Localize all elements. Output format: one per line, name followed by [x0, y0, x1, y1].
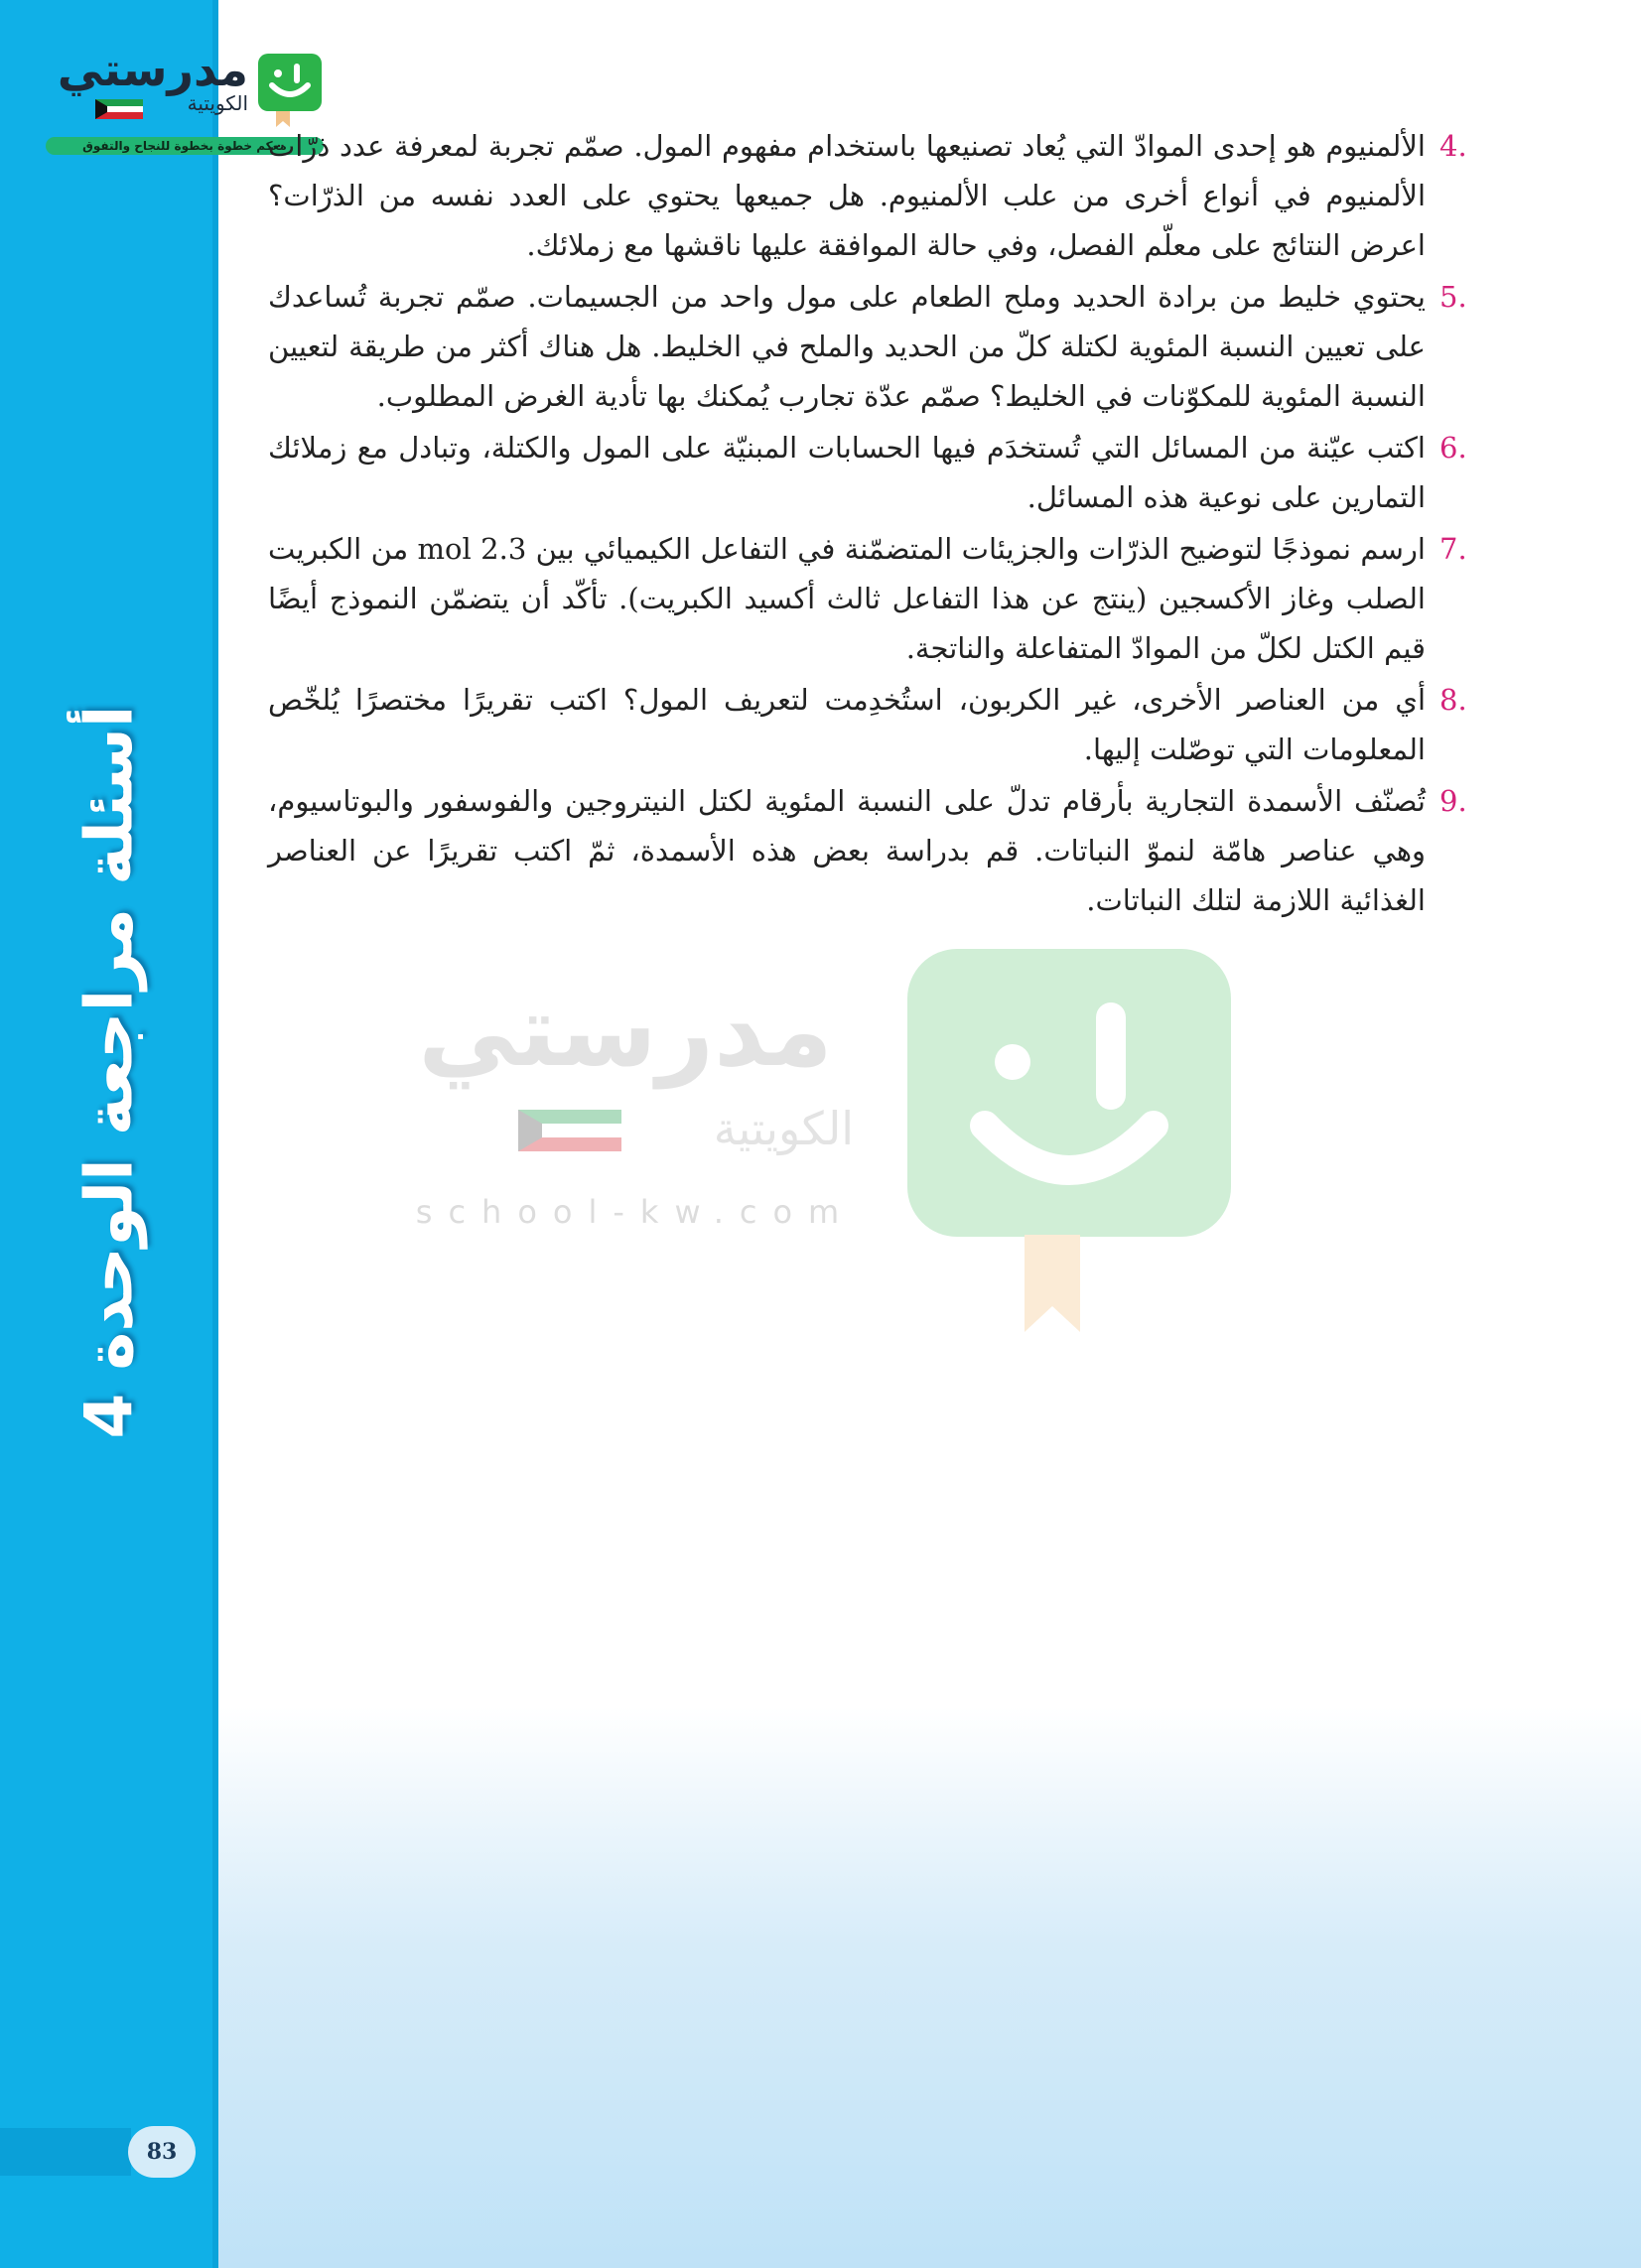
logo-badge-icon — [256, 52, 324, 129]
sidebar-edge — [212, 0, 218, 2268]
question-number: 7. — [1439, 532, 1467, 566]
watermark — [397, 933, 1251, 1330]
question-item — [268, 675, 1471, 774]
unit-review-title: أسئلة مراجعة الوحدة 4 — [70, 705, 148, 1439]
question-item — [268, 272, 1471, 421]
watermark-subtitle: الكويتية — [713, 1102, 854, 1155]
logo-tagline: معكم خطوة بخطوة للنجاح والتفوق — [46, 137, 324, 155]
page-number: 83 — [128, 2126, 196, 2178]
page-tab — [0, 2128, 131, 2176]
question-item — [268, 524, 1471, 673]
logo-subtitle: الكويتية — [187, 91, 248, 115]
logo-name: مدرستي — [57, 43, 248, 96]
watermark-badge-icon — [905, 947, 1233, 1334]
question-number: 9. — [1439, 784, 1467, 818]
question-text: الألمنيوم هو إحدى الموادّ التي يُعاد تصنيعها باستخدام مفهوم المول. صمّم تجربة لمعرفة عدد ذرّات الألمنيوم في أنواع أخرى من علب الألمنيوم. هل جميعها يحتوي على العدد نفسه من الذرّات؟ اعرض النتائج على معلّم الفصل، وفي حالة الموافقة عليها ناقشها مع زملائك. — [268, 129, 1426, 262]
question-item — [268, 121, 1471, 270]
question-text: ارسم نموذجًا لتوضيح الذرّات والجزيئات المتضمّنة في التفاعل الكيميائي بين 2.3 mol من الكبريت الصلب وغاز الأكسجين (ينتج عن هذا التفاعل ثالث أكسيد الكبريت). تأكّد أن يتضمّن النموذج أيضًا قيم الكتل لكلّ من الموادّ المتفاعلة والناتجة. — [268, 532, 1426, 665]
watermark-url: school-kw.com — [415, 1193, 856, 1231]
question-number: 6. — [1439, 431, 1467, 465]
question-item — [268, 776, 1471, 925]
question-text: يحتوي خليط من برادة الحديد وملح الطعام على مول واحد من الجسيمات. صمّم تجربة تُساعدك على تعيين النسبة المئوية لكتلة كلّ من الحديد والملح في الخليط. هل هناك أكثر من طريقة لتعيين النسبة المئوية للمكوّنات في الخليط؟ صمّم عدّة تجارب يُمكنك بها تأدية الغرض المطلوب. — [268, 280, 1426, 413]
watermark-name: مدرستي — [418, 973, 833, 1089]
kuwait-flag-icon — [95, 99, 143, 119]
questions-list — [268, 121, 1471, 927]
question-text: اكتب عيّنة من المسائل التي تُستخدَم فيها الحسابات المبنيّة على المول والكتلة، وتبادل مع زملائك التمارين على نوعية هذه المسائل. — [268, 431, 1426, 514]
question-item — [268, 423, 1471, 522]
question-number: 5. — [1439, 280, 1467, 314]
question-text: تُصنّف الأسمدة التجارية بأرقام تدلّ على النسبة المئوية لكتل النيتروجين والفوسفور والبوتاسيوم، وهي عناصر هامّة لنموّ النباتات. قم بدراسة بعض هذه الأسمدة، ثمّ اكتب تقريرًا عن العناصر الغذائية اللازمة لتلك النباتات. — [268, 784, 1426, 917]
question-number: 4. — [1439, 129, 1467, 163]
watermark-flag-icon — [518, 1110, 621, 1151]
question-text: أي من العناصر الأخرى، غير الكربون، استُخدِمت لتعريف المول؟ اكتب تقريرًا مختصرًا يُلخّص المعلومات التي توصّلت إليها. — [268, 683, 1426, 766]
question-number: 8. — [1439, 683, 1467, 717]
